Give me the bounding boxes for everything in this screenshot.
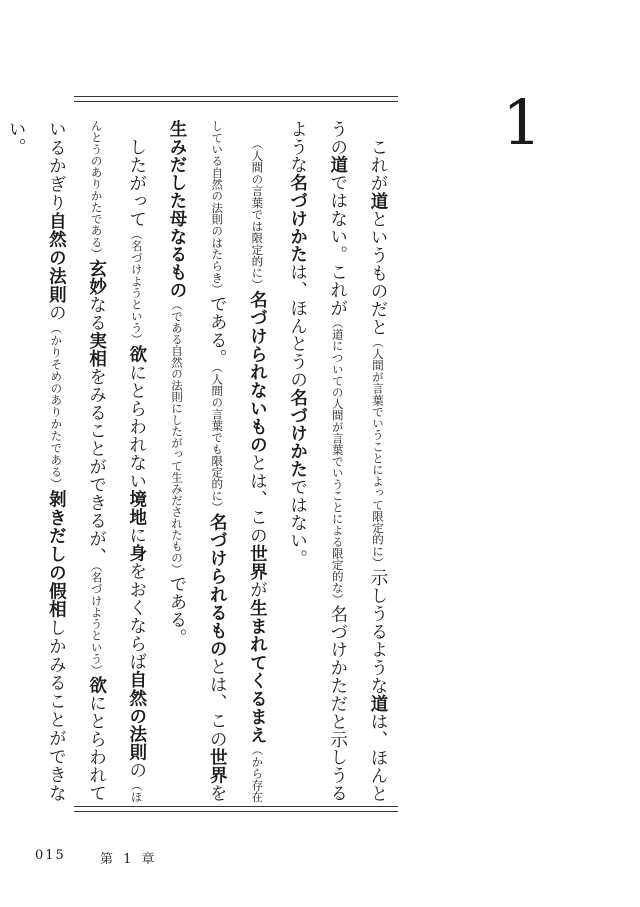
vertical-body-text [6,120,398,803]
chapter-number: 1 [502,86,542,159]
paragraph-3: したがって（名づけようという）欲にとらわれない境地に身をおくならば自然の法則の（ほんとうのありかたである）玄妙なる実相をみることができるが、（名づけようという）欲にとらわれているかぎり自然の法則の（かりそめのありかたである）剝きだしの假相しかみることができない。 [6,120,147,803]
top-rule [74,96,398,97]
page-number: 015 [35,848,66,863]
paragraph-1: これが道というものだと（人間が言葉でいうことによって限定的に）示しうるような道は、ほんとうの道ではない。これが（道についての人間が言葉でいうことによる限定的な）名づけかただと示しうるような名づけかたは、ほんとうの名づけかたではない。 [287,120,388,803]
bottom-rule [74,806,398,807]
paragraph-2: （人間の言葉では限定的に）名づけられないものとは、この世界が生まれてくるまえ（から存在している自然の法則のはたらき）である。（人間の言葉でも限定的に）名づけられるものとは、この世界を生みだした母なるもの（である自然の法則にしたがって生みだされたもの）である。 [166,120,268,803]
running-chapter-label: 第 1 章 [100,852,158,867]
top-rule-inner [74,101,398,102]
bottom-rule-inner [74,811,398,812]
